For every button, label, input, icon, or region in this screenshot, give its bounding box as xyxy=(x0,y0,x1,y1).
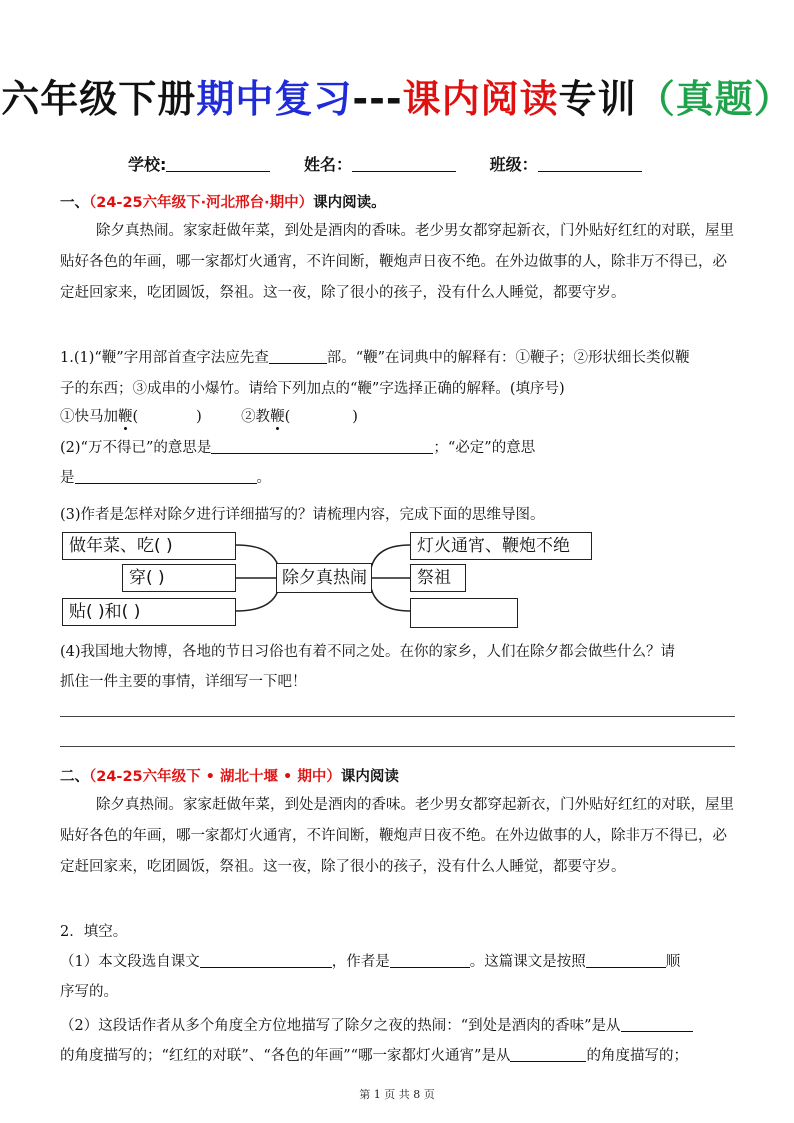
s1-q4-line2: 抓住一件主要的事情，详细写一下吧！ xyxy=(60,674,307,690)
s2-q2-2-text-b: 的角度描写的；“红红的对联”、“各色的年画”“哪一家都灯火通宵”是从 xyxy=(60,1048,511,1064)
s2-q2-title: 2．填空。 xyxy=(60,924,128,940)
section1-heading-text: 课内阅读。 xyxy=(313,195,386,211)
mindmap-left-box-3[interactable]: 贴( )和( ) xyxy=(62,598,236,626)
section2-passage xyxy=(60,790,736,883)
section2-heading-text: 课内阅读 xyxy=(340,769,399,785)
mindmap-right-box-2: 祭祖 xyxy=(410,564,466,592)
section1-source: （24-25六年级下·河北邢台·期中） xyxy=(89,195,314,211)
mindmap-left-box-2[interactable]: 穿( ) xyxy=(122,564,236,592)
s1-q1-opt1-open: ( xyxy=(132,409,139,425)
s2-q2-1-text-d: 顺 xyxy=(665,954,681,970)
s1-q2-text-c: 是 xyxy=(60,470,75,486)
s1-q2-text-d: 。 xyxy=(256,470,271,486)
class-label: 班级： xyxy=(489,155,538,174)
title-part-training: 专训 xyxy=(558,77,637,121)
title-part-grade: 六年级下册 xyxy=(1,77,197,121)
section1-number: 一、 xyxy=(60,195,89,211)
s2-q2-1-line2: 序写的。 xyxy=(60,984,118,1000)
s2-q2-2-blank2[interactable] xyxy=(510,1047,586,1062)
section2-number: 二、 xyxy=(60,769,89,785)
connector-right-bottom xyxy=(370,578,410,611)
s2-q2-1-line1 xyxy=(60,950,740,971)
connector-right-top xyxy=(370,545,410,578)
s1-q1-opt2-dotted-char: 鞭 xyxy=(270,409,285,425)
s1-q1-line2: 子的东西；③成串的小爆竹。请给下列加点的“鞭”字选择正确的解释。(填序号) xyxy=(60,381,565,397)
s2-q2-1-blank-order[interactable] xyxy=(586,953,666,968)
s1-q2-text-b: ；“必定”的意思 xyxy=(433,440,536,456)
mindmap-center-box: 除夕真热闹 xyxy=(276,563,372,593)
title-part-midterm: 期中复习 xyxy=(196,77,353,121)
school-label: 学校: xyxy=(128,155,167,174)
s2-q2-2-line1 xyxy=(60,1014,740,1035)
section2-passage-text: 除夕真热闹。家家赶做年菜，到处是酒肉的香味。老少男女都穿起新衣，门外贴好红红的对联，屋里贴好各色的年画，哪一家都灯火通宵，不许间断，鞭炮声日夜不绝。在外边做事的人，除非万不得已，必定赶回家来，吃团圆饭，祭祖。这一夜，除了很小的孩子，没有什么人睡觉，都要守岁。 xyxy=(60,797,734,875)
title-part-real-exam: （真题） xyxy=(636,77,793,121)
s2-q2-1-text-c: 。这篇课文是按照 xyxy=(469,954,586,970)
s2-q2-1-blank-title[interactable] xyxy=(200,953,332,968)
s1-q3: (3)作者是怎样对除夕进行详细描写的？请梳理内容，完成下面的思维导图。 xyxy=(60,507,545,523)
s2-q2-2-blank1[interactable] xyxy=(621,1017,693,1032)
s1-q1-opt1-dotted-char: 鞭 xyxy=(118,409,133,425)
section2-source: （24-25六年级下 • 湖北十堰 • 期中） xyxy=(89,769,341,785)
s1-q1-opt2-close: ) xyxy=(352,409,358,425)
page-footer: 第 1 页 共 8 页 xyxy=(359,1088,435,1101)
s1-q4-line1: (4)我国地大物博，各地的节日习俗也有着不同之处。在你的家乡，人们在除夕都会做些什么？请 xyxy=(60,644,676,660)
section2-heading xyxy=(60,765,399,786)
s2-q2-2-text-a: （2）这段话作者从多个角度全方位地描写了除夕之夜的热闹：“到处是酒肉的香味”是从 xyxy=(60,1018,621,1034)
name-label: 姓名： xyxy=(303,155,352,174)
s2-q2-2-text-c: 的角度描写的； xyxy=(586,1048,688,1064)
answer-line-2[interactable] xyxy=(60,746,735,747)
s1-q1-opt2-open: ( xyxy=(284,409,291,425)
mindmap-right-box-3[interactable] xyxy=(410,598,518,628)
s2-q2-1-text-a: （1）本文段选自课文 xyxy=(60,954,200,970)
title-part-reading: 课内阅读 xyxy=(402,77,559,121)
s1-q1-text-a: 1.(1)“鞭”字用部首查字法应先查 xyxy=(60,350,269,366)
answer-line-1[interactable] xyxy=(60,716,735,717)
mindmap-right-box-1: 灯火通宵、鞭炮不绝 xyxy=(410,532,592,560)
s1-q2-text-a: (2)“万不得已”的意思是 xyxy=(60,440,212,456)
s1-q1-opt2-text: ②教 xyxy=(241,409,271,425)
s2-q2-2-line2 xyxy=(60,1044,740,1065)
connector-left-bottom xyxy=(236,578,280,611)
connector-left-top xyxy=(236,545,280,578)
title-part-dashes: --- xyxy=(352,77,403,121)
s2-q2-1-text-b: ，作者是 xyxy=(331,954,390,970)
mindmap-left-box-1[interactable]: 做年菜、吃( ) xyxy=(62,532,236,560)
s1-q1-text-b: 部。“鞭”在词典中的解释有：①鞭子；②形状细长类似鞭 xyxy=(326,350,690,366)
section1-passage-text: 除夕真热闹。家家赶做年菜，到处是酒肉的香味。老少男女都穿起新衣，门外贴好红红的对联，屋里贴好各色的年画，哪一家都灯火通宵，不许间断，鞭炮声日夜不绝。在外边做事的人，除非万不得已，必定赶回家来，吃团圆饭，祭祖。这一夜，除了很小的孩子，没有什么人睡觉，都要守岁。 xyxy=(60,223,734,301)
s1-q1-opt1-text: ①快马加 xyxy=(60,409,118,425)
s1-q1-opt1-close: ) xyxy=(196,409,202,425)
s2-q2-1-blank-author[interactable] xyxy=(390,953,470,968)
